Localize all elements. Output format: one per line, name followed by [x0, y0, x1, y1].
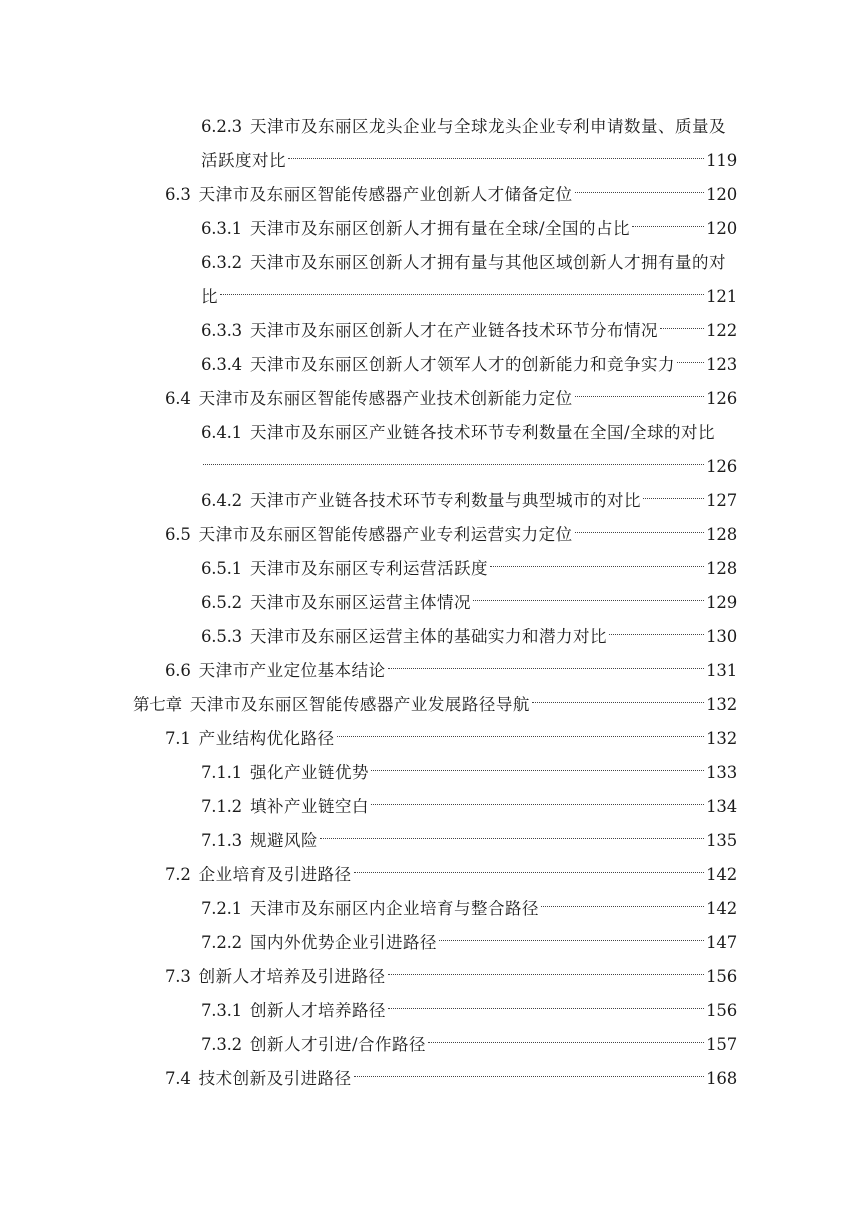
- dot-leader: [388, 974, 704, 975]
- toc-entry-6-5-2[interactable]: [0, 586, 865, 620]
- toc-entry-number: 6.5.1: [201, 552, 242, 586]
- dot-leader: [677, 362, 704, 363]
- toc-entry-7-3-1[interactable]: [0, 994, 865, 1028]
- toc-entry-number: 6.5.3: [201, 620, 242, 654]
- dot-leader: [371, 770, 704, 771]
- toc-entry-title: 天津市及东丽区创新人才在产业链各技术环节分布情况: [250, 314, 658, 348]
- dot-leader: [354, 1076, 704, 1077]
- toc-entry-number: 6.3: [165, 178, 191, 212]
- toc-entry-title: 天津市及东丽区龙头企业与全球龙头企业专利申请数量、质量及: [250, 110, 737, 144]
- toc-entry-6-3[interactable]: [0, 178, 865, 212]
- toc-entry-number: 6.3.2: [201, 246, 242, 280]
- table-of-contents: [0, 110, 865, 1096]
- toc-entry-number: 7.1.3: [201, 824, 242, 858]
- toc-entry-chapter-7[interactable]: [0, 688, 865, 722]
- toc-entry-number: 7.3.1: [201, 994, 242, 1028]
- toc-entry-number: 7.3: [165, 960, 191, 994]
- toc-entry-page: 156: [706, 960, 737, 994]
- toc-entry-page: 120: [706, 212, 737, 246]
- toc-entry-title: 天津市及东丽区创新人才领军人才的创新能力和竞争实力: [250, 348, 675, 382]
- toc-entry-6-4-1-continuation[interactable]: [0, 450, 865, 484]
- dot-leader: [203, 464, 704, 465]
- toc-entry-title: 天津市及东丽区创新人才拥有量与其他区域创新人才拥有量的对: [250, 246, 737, 280]
- toc-entry-page: 119: [706, 144, 737, 178]
- toc-entry-title: 填补产业链空白: [250, 790, 369, 824]
- toc-entry-number: 7.2.2: [201, 926, 242, 960]
- toc-entry-page: 126: [706, 450, 737, 484]
- toc-entry-title: 国内外优势企业引进路径: [250, 926, 437, 960]
- toc-entry-title: 创新人才培养及引进路径: [199, 960, 386, 994]
- toc-entry-title: 强化产业链优势: [250, 756, 369, 790]
- toc-entry-title-continuation: 比: [201, 280, 218, 314]
- dot-leader: [490, 566, 704, 567]
- toc-entry-page: 142: [706, 858, 737, 892]
- toc-entry-number: 6.2.3: [201, 110, 242, 144]
- toc-entry-7-1-3[interactable]: [0, 824, 865, 858]
- toc-entry-6-6[interactable]: [0, 654, 865, 688]
- toc-entry-title: 产业结构优化路径: [199, 722, 335, 756]
- toc-entry-number: 6.3.1: [201, 212, 242, 246]
- toc-entry-page: 122: [706, 314, 737, 348]
- dot-leader: [575, 396, 704, 397]
- dot-leader: [371, 804, 704, 805]
- toc-entry-page: 133: [706, 756, 737, 790]
- toc-entry-6-5[interactable]: [0, 518, 865, 552]
- toc-entry-title: 天津市及东丽区内企业培育与整合路径: [250, 892, 539, 926]
- toc-entry-title: 天津市及东丽区智能传感器产业技术创新能力定位: [199, 382, 573, 416]
- toc-entry-page: 127: [706, 484, 737, 518]
- toc-entry-number: 6.5: [165, 518, 191, 552]
- toc-entry-page: 123: [706, 348, 737, 382]
- toc-entry-7-1-1[interactable]: [0, 756, 865, 790]
- toc-entry-page: 132: [706, 688, 737, 722]
- toc-entry-6-2-3-continuation[interactable]: [0, 144, 865, 178]
- toc-entry-7-1[interactable]: [0, 722, 865, 756]
- toc-entry-6-3-3[interactable]: [0, 314, 865, 348]
- toc-entry-page: 120: [706, 178, 737, 212]
- toc-entry-6-4-2[interactable]: [0, 484, 865, 518]
- toc-entry-page: 156: [706, 994, 737, 1028]
- toc-entry-7-3-2[interactable]: [0, 1028, 865, 1062]
- dot-leader: [354, 872, 704, 873]
- toc-entry-number: 6.3.3: [201, 314, 242, 348]
- toc-entry-title: 天津市及东丽区智能传感器产业发展路径导航: [190, 688, 530, 722]
- toc-entry-page: 130: [706, 620, 737, 654]
- toc-entry-title: 天津市产业链各技术环节专利数量与典型城市的对比: [250, 484, 641, 518]
- dot-leader: [439, 940, 704, 941]
- toc-entry-title: 天津市及东丽区智能传感器产业创新人才储备定位: [199, 178, 573, 212]
- toc-entry-7-2-2[interactable]: [0, 926, 865, 960]
- toc-entry-title: 企业培育及引进路径: [199, 858, 352, 892]
- toc-entry-page: 121: [706, 280, 737, 314]
- toc-entry-6-3-2-continuation[interactable]: [0, 280, 865, 314]
- dot-leader: [643, 498, 704, 499]
- toc-entry-number: 6.6: [165, 654, 191, 688]
- toc-entry-number: 7.4: [165, 1062, 191, 1096]
- toc-entry-page: 128: [706, 518, 737, 552]
- toc-entry-title: 创新人才引进/合作路径: [250, 1028, 426, 1062]
- dot-leader: [575, 532, 704, 533]
- dot-leader: [632, 226, 704, 227]
- toc-entry-page: 157: [706, 1028, 737, 1062]
- toc-entry-6-4[interactable]: [0, 382, 865, 416]
- dot-leader: [220, 294, 704, 295]
- toc-entry-6-4-1[interactable]: [0, 416, 865, 450]
- toc-entry-page: 132: [706, 722, 737, 756]
- toc-entry-page: 147: [706, 926, 737, 960]
- dot-leader: [337, 736, 704, 737]
- toc-entry-page: 142: [706, 892, 737, 926]
- toc-entry-number: 7.2: [165, 858, 191, 892]
- dot-leader: [388, 668, 704, 669]
- toc-entry-6-5-3[interactable]: [0, 620, 865, 654]
- toc-entry-6-5-1[interactable]: [0, 552, 865, 586]
- toc-entry-number: 7.2.1: [201, 892, 242, 926]
- toc-entry-page: 135: [706, 824, 737, 858]
- toc-entry-page: 126: [706, 382, 737, 416]
- toc-entry-number: 第七章: [133, 688, 182, 722]
- toc-entry-7-2-1[interactable]: [0, 892, 865, 926]
- toc-entry-page: 129: [706, 586, 737, 620]
- toc-entry-number: 6.4: [165, 382, 191, 416]
- toc-entry-title: 技术创新及引进路径: [199, 1062, 352, 1096]
- dot-leader: [388, 1008, 704, 1009]
- toc-entry-number: 6.3.4: [201, 348, 242, 382]
- toc-entry-title-continuation: 活跃度对比: [201, 144, 286, 178]
- dot-leader: [428, 1042, 704, 1043]
- toc-entry-title: 天津市及东丽区运营主体情况: [250, 586, 471, 620]
- toc-entry-number: 7.3.2: [201, 1028, 242, 1062]
- toc-entry-page: 128: [706, 552, 737, 586]
- dot-leader: [660, 328, 704, 329]
- toc-entry-number: 6.4.1: [201, 416, 242, 450]
- toc-entry-number: 7.1.2: [201, 790, 242, 824]
- dot-leader: [541, 906, 704, 907]
- toc-entry-page: 168: [706, 1062, 737, 1096]
- toc-entry-title: 天津市及东丽区运营主体的基础实力和潜力对比: [250, 620, 607, 654]
- dot-leader: [575, 192, 704, 193]
- toc-entry-number: 7.1.1: [201, 756, 242, 790]
- toc-entry-7-4[interactable]: [0, 1062, 865, 1096]
- toc-entry-title: 规避风险: [250, 824, 318, 858]
- toc-entry-title: 天津市及东丽区产业链各技术环节专利数量在全国/全球的对比: [250, 416, 737, 450]
- toc-entry-page: 131: [706, 654, 737, 688]
- toc-entry-title: 天津市及东丽区专利运营活跃度: [250, 552, 488, 586]
- dot-leader: [473, 600, 704, 601]
- dot-leader: [320, 838, 704, 839]
- toc-entry-title: 天津市及东丽区创新人才拥有量在全球/全国的占比: [250, 212, 630, 246]
- toc-entry-7-2[interactable]: [0, 858, 865, 892]
- toc-entry-title: 天津市产业定位基本结论: [199, 654, 386, 688]
- toc-entry-7-3[interactable]: [0, 960, 865, 994]
- toc-entry-title: 创新人才培养路径: [250, 994, 386, 1028]
- toc-entry-title: 天津市及东丽区智能传感器产业专利运营实力定位: [199, 518, 573, 552]
- toc-entry-6-3-4[interactable]: [0, 348, 865, 382]
- toc-entry-number: 7.1: [165, 722, 191, 756]
- dot-leader: [288, 158, 704, 159]
- toc-entry-7-1-2[interactable]: [0, 790, 865, 824]
- toc-entry-6-3-1[interactable]: [0, 212, 865, 246]
- toc-entry-number: 6.4.2: [201, 484, 242, 518]
- toc-entry-page: 134: [706, 790, 737, 824]
- dot-leader: [609, 634, 704, 635]
- dot-leader: [532, 702, 704, 703]
- toc-entry-6-2-3[interactable]: [0, 110, 865, 144]
- toc-entry-number: 6.5.2: [201, 586, 242, 620]
- document-page: [0, 0, 865, 1223]
- toc-entry-6-3-2[interactable]: [0, 246, 865, 280]
